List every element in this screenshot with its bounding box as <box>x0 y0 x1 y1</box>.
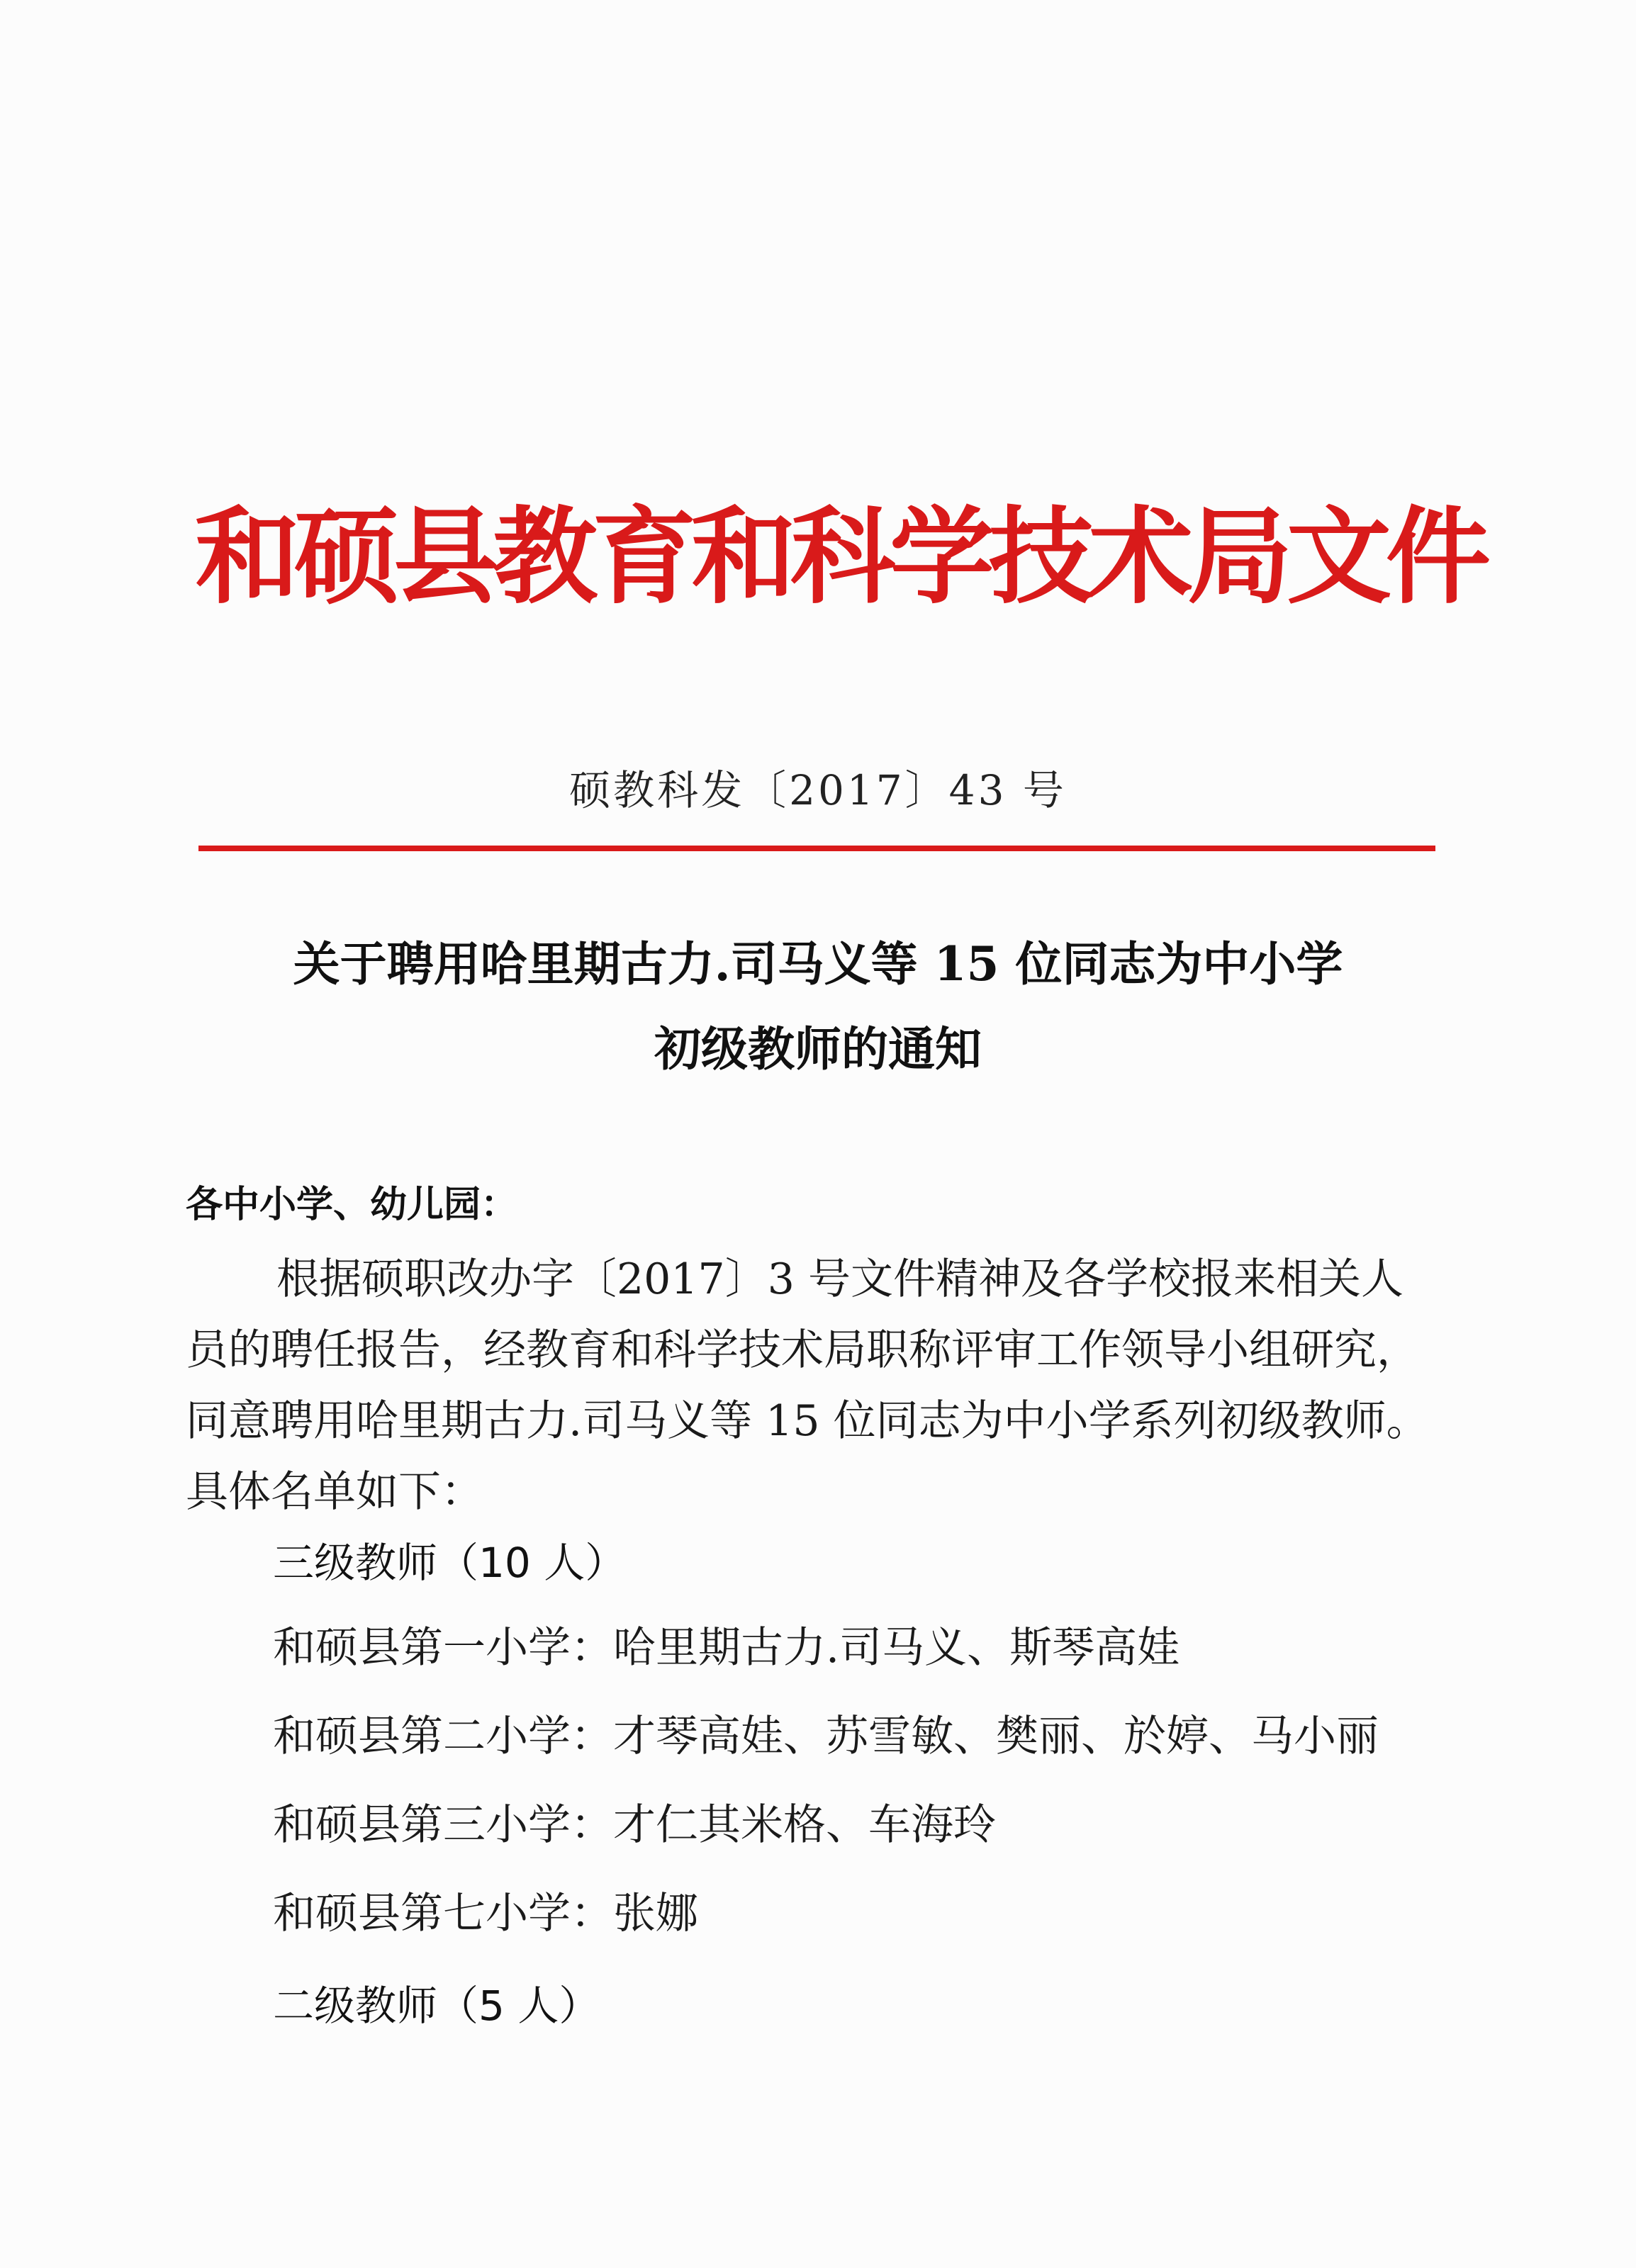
notice-title-line-2: 初级教师的通知 <box>654 1021 982 1077</box>
school-row-second-primary: 和硕县第二小学：才琴高娃、苏雪敏、樊丽、於婷、马小丽 <box>273 1712 1379 1761</box>
body-paragraph <box>186 1244 1455 1527</box>
document-header-title: 和硕县教育和科学技术局文件 <box>195 495 1485 618</box>
section-heading-grade3: 三级教师（10 人） <box>273 1539 627 1587</box>
notice-title <box>0 921 1636 1091</box>
body-line-2: 员的聘任报告，经教育和科学技术局职称评审工作领导小组研究， <box>186 1325 1419 1375</box>
school-row-third-primary: 和硕县第三小学：才仁其米格、车海玲 <box>273 1800 996 1850</box>
section-heading-grade2: 二级教师（5 人） <box>273 1982 600 2030</box>
red-divider-rule <box>198 846 1435 851</box>
notice-title-line-1: 关于聘用哈里期古力.司马义等 15 位同志为中小学 <box>293 936 1343 992</box>
body-line-3: 同意聘用哈里期古力.司马义等 15 位同志为中小学系列初级教师。 <box>186 1396 1429 1446</box>
school-row-seventh-primary: 和硕县第七小学：张娜 <box>273 1889 698 1938</box>
school-row-first-primary: 和硕县第一小学：哈里期古力.司马义、斯琴高娃 <box>273 1623 1180 1673</box>
body-line-4: 具体名单如下： <box>186 1467 483 1517</box>
document-number: 硕教科发〔2017〕43 号 <box>569 766 1067 814</box>
body-line-1: 根据硕职改办字〔2017〕3 号文件精神及各学校报来相关人 <box>276 1254 1404 1304</box>
salutation: 各中小学、幼儿园： <box>186 1184 518 1226</box>
